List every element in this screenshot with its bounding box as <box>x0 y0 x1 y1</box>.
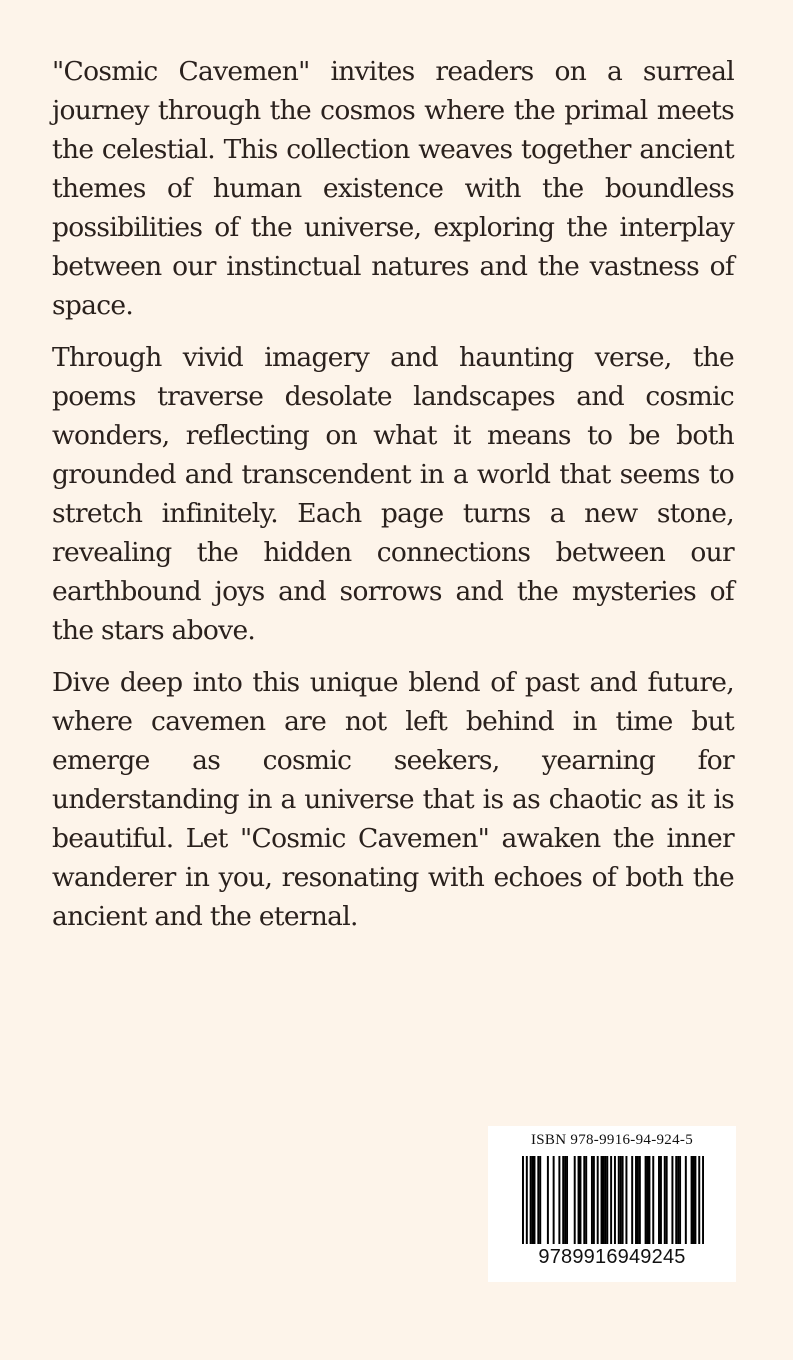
barcode-bar <box>675 1156 677 1244</box>
barcode-bar <box>647 1156 649 1244</box>
barcode-bar <box>601 1156 603 1244</box>
barcode-bar <box>664 1156 666 1244</box>
barcode-bar <box>660 1156 662 1244</box>
barcode-bar <box>620 1156 622 1244</box>
barcode-bar <box>639 1156 641 1244</box>
barcode-bar <box>533 1156 535 1244</box>
barcode-bar <box>566 1156 568 1244</box>
barcode-bar <box>547 1156 549 1244</box>
barcode-bar <box>648 1156 650 1244</box>
back-cover-blurb <box>52 52 734 949</box>
barcode-bar <box>694 1156 696 1244</box>
barcode-bar <box>622 1156 624 1244</box>
blurb-paragraph-3: Dive deep into this unique blend of past and future, where cavemen are not left behind in time but emerge as cosmic seekers, yearning for understanding in a universe that is as chaotic as it is beautiful. Let "Cosmic Cavemen" awaken the inner wanderer in you, resonating with echoes of both the ancient and the eternal. <box>52 667 734 932</box>
barcode-bar <box>625 1156 627 1244</box>
barcode-bars <box>522 1156 704 1251</box>
barcode-bar <box>579 1156 581 1244</box>
barcode-bar <box>658 1156 660 1244</box>
barcode-bar <box>585 1156 587 1244</box>
barcode-bar <box>537 1156 539 1244</box>
isbn-barcode-box <box>488 1126 736 1282</box>
barcode-digits: 9789916949245 <box>538 1246 686 1268</box>
barcode-bar <box>631 1156 633 1244</box>
barcode-bar <box>558 1156 560 1244</box>
barcode-bar <box>593 1156 595 1244</box>
barcode-bar <box>564 1156 566 1244</box>
barcode-bar <box>578 1156 580 1244</box>
barcode-bar <box>583 1156 585 1244</box>
barcode-bar <box>610 1156 612 1244</box>
barcode-bar <box>606 1156 608 1244</box>
barcode-bar <box>591 1156 593 1244</box>
barcode-bar <box>671 1156 673 1244</box>
barcode-bar <box>637 1156 639 1244</box>
barcode-bar <box>530 1156 532 1244</box>
barcode-bar <box>652 1156 654 1244</box>
barcode-bar <box>691 1156 693 1244</box>
barcode-bar <box>522 1156 524 1244</box>
barcode-bar <box>698 1156 700 1244</box>
barcode-bar <box>685 1156 687 1244</box>
barcode-bar <box>614 1156 616 1244</box>
barcode-bar <box>618 1156 620 1244</box>
barcode-bar <box>526 1156 528 1244</box>
barcode-bar <box>574 1156 576 1244</box>
barcode-bar <box>645 1156 647 1244</box>
barcode-bar <box>553 1156 555 1244</box>
barcode-bar <box>604 1156 606 1244</box>
barcode-bar <box>679 1156 681 1244</box>
barcode-bar <box>666 1156 668 1244</box>
blurb-paragraph-2: Through vivid imagery and haunting verse, the poems traverse desolate landscapes and cosmic wonders, reflecting on what it means to be both grounded and transcendent in a world that seems to stretch infinitely. Each page turns a new stone, revealing the hidden connections between our earthbound joys and sorrows and the mysteries of the stars above. <box>52 342 734 646</box>
barcode-bar <box>677 1156 679 1244</box>
barcode-bar <box>602 1156 604 1244</box>
barcode-bar <box>693 1156 695 1244</box>
barcode-bar <box>597 1156 599 1244</box>
barcode-bar <box>635 1156 637 1244</box>
isbn-label: ISBN 978-9916-94-924-5 <box>530 1132 693 1148</box>
blurb-paragraph-1: "Cosmic Cavemen" invites readers on a surreal journey through the cosmos where the primal meets the celestial. This collection weaves together ancient themes of human existence with the boundless possibilities of the universe, exploring the interplay between our instinctual natures and the vastness of space. <box>52 56 734 321</box>
barcode-bar <box>562 1156 564 1244</box>
barcode-bar <box>539 1156 541 1244</box>
barcode-bar <box>532 1156 534 1244</box>
barcode-bar <box>702 1156 704 1244</box>
